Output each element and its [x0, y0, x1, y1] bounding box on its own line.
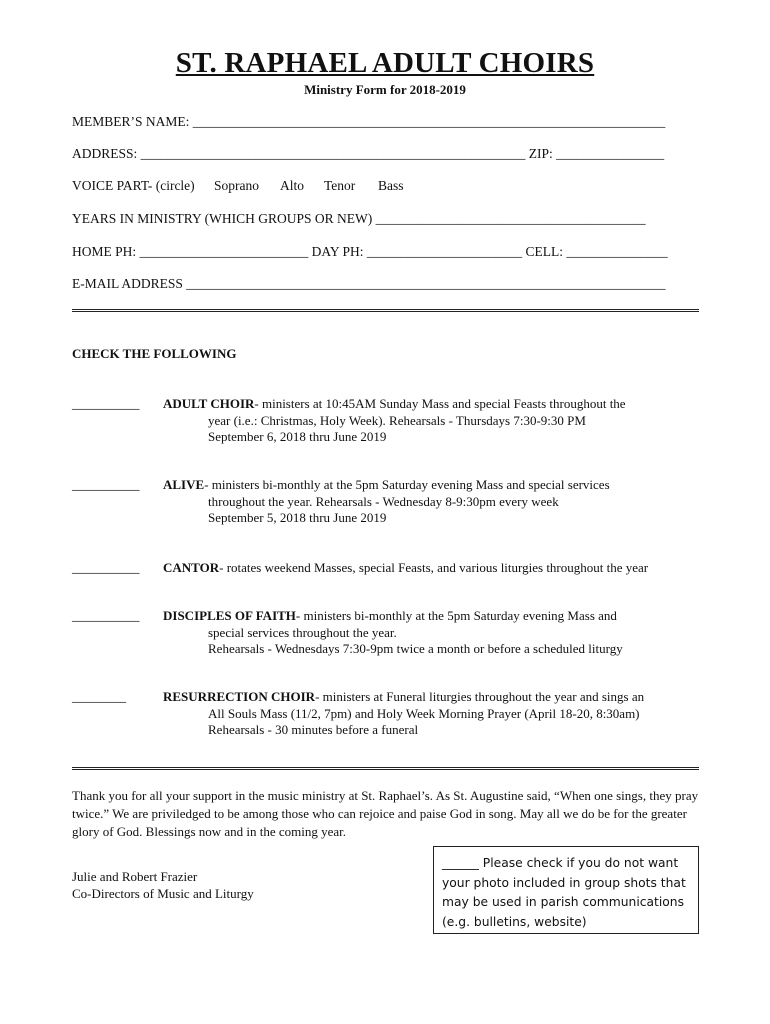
voice-option-tenor[interactable]: Tenor	[324, 178, 356, 193]
signature-block	[72, 868, 254, 902]
voice-option-soprano[interactable]: Soprano	[214, 178, 259, 193]
photo-opt-out-line-4: (e.g. bulletins, website)	[442, 914, 587, 929]
address-field[interactable]: ADDRESS: _________________________________________________________ ZIP: ________________	[72, 146, 665, 161]
photo-opt-out-line-3: may be used in parish communications	[442, 895, 685, 909]
disciples-of-faith-description	[163, 608, 623, 658]
resurrection-choir-line-1: - ministers at Funeral liturgies throughout the year and sings an	[315, 689, 645, 704]
alive-name: ALIVE	[163, 477, 205, 492]
adult-choir-line-1: - ministers at 10:45AM Sunday Mass and special Feasts throughout the	[254, 396, 626, 411]
adult-choir-checkbox[interactable]: __________	[72, 396, 140, 411]
photo-opt-out-line-2: your photo included in group shots that	[442, 875, 686, 890]
voice-option-bass[interactable]: Bass	[378, 178, 404, 193]
alive-line-2: throughout the year. Rehearsals - Wednesday 8-9:30pm every week	[208, 493, 559, 509]
cantor-name: CANTOR	[163, 560, 220, 575]
email-field[interactable]: E-MAIL ADDRESS _______________________________________________________________________	[72, 276, 666, 291]
alive-checkbox[interactable]: __________	[72, 477, 140, 492]
adult-choir-line-2: year (i.e.: Christmas, Holy Week). Rehearsals - Thursdays 7:30-9:30 PM	[208, 412, 586, 428]
adult-choir-name: ADULT CHOIR	[163, 396, 255, 411]
photo-opt-out-box[interactable]	[433, 846, 699, 934]
voice-option-alto[interactable]: Alto	[280, 178, 305, 193]
resurrection-choir-description	[163, 689, 644, 739]
form-title: ST. RAPHAEL ADULT CHOIRS	[175, 47, 595, 79]
alive-line-1: - ministers bi-monthly at the 5pm Saturday evening Mass and special services	[204, 477, 610, 492]
section-divider	[72, 309, 699, 312]
form-subtitle: Ministry Form for 2018-2019	[304, 82, 466, 97]
signer-title: Co-Directors of Music and Liturgy	[72, 886, 254, 901]
closing-divider	[72, 767, 699, 770]
cantor-checkbox[interactable]: __________	[72, 560, 140, 575]
alive-line-3: September 5, 2018 thru June 2019	[208, 510, 387, 525]
disciples-of-faith-line-2: special services throughout the year.	[208, 624, 397, 640]
resurrection-choir-line-2: All Souls Mass (11/2, 7pm) and Holy Week Morning Prayer (April 18-20, 8:30am)	[208, 705, 640, 721]
years-in-ministry-field[interactable]: YEARS IN MINISTRY (WHICH GROUPS OR NEW) ________________________________________	[72, 211, 646, 226]
disciples-of-faith-line-1: - ministers bi-monthly at the 5pm Saturday evening Mass and	[295, 608, 617, 623]
phone-fields[interactable]: HOME PH: _________________________ DAY PH: _______________________ CELL: _______________	[72, 244, 668, 259]
disciples-of-faith-line-3: Rehearsals - Wednesdays 7:30-9pm twice a month or before a scheduled liturgy	[208, 641, 623, 656]
resurrection-choir-checkbox[interactable]: ________	[72, 689, 126, 704]
alive-description	[163, 477, 610, 527]
voice-part-label: VOICE PART- (circle)	[72, 178, 195, 193]
cantor-line-1: - rotates weekend Masses, special Feasts, and various liturgies throughout the year	[219, 560, 649, 575]
member-name-field[interactable]: MEMBER’S NAME: ______________________________________________________________________	[72, 114, 666, 129]
resurrection-choir-name: RESURRECTION CHOIR	[163, 689, 316, 704]
resurrection-choir-line-3: Rehearsals - 30 minutes before a funeral	[208, 722, 419, 737]
adult-choir-line-3: September 6, 2018 thru June 2019	[208, 429, 387, 444]
thank-you-paragraph: Thank you for all your support in the music ministry at St. Raphael’s. As St. Augustine said, “When one sings, they pray twice.” We are priviledged to be among those who can rejoice and paise God in song. May all we do be for the greater glory of God. Blessings now and in the coming year.	[72, 788, 699, 839]
disciples-of-faith-name: DISCIPLES OF FAITH	[163, 608, 296, 623]
signer-names: Julie and Robert Frazier	[72, 869, 198, 884]
adult-choir-description	[163, 396, 626, 446]
photo-opt-out-line-1: ______ Please check if you do not want	[442, 856, 679, 870]
disciples-of-faith-checkbox[interactable]: __________	[72, 608, 140, 623]
check-heading: CHECK THE FOLLOWING	[72, 346, 237, 361]
cantor-description	[163, 560, 648, 577]
